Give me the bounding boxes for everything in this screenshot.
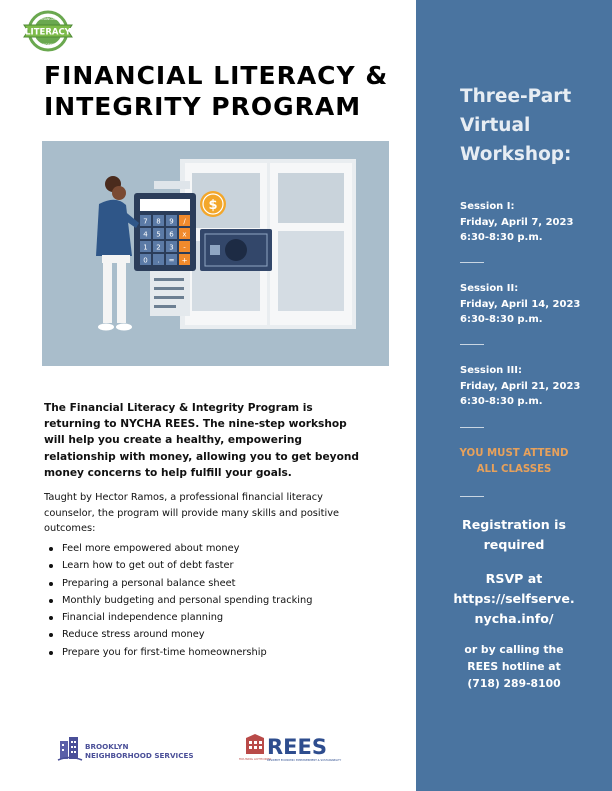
hotline-block xyxy=(420,641,608,692)
logo-bottom-text: WORKS xyxy=(42,43,54,47)
calculator-key-label: 7 xyxy=(143,217,148,226)
list-item xyxy=(44,626,374,643)
list-item xyxy=(44,540,374,557)
calculator-key-label: / xyxy=(183,217,186,226)
attendance-warning xyxy=(420,446,608,478)
bns-line2: NEIGHBORHOOD SERVICES xyxy=(85,751,194,760)
warning-line: YOU MUST ATTEND xyxy=(459,448,569,459)
list-item xyxy=(44,609,374,626)
session-name: Session III: xyxy=(460,365,522,376)
divider xyxy=(460,496,484,497)
calculator-key-label: 2 xyxy=(156,243,161,252)
coin-symbol: $ xyxy=(208,198,218,213)
call-line: or by calling the xyxy=(464,643,564,656)
session-date: Friday, April 21, 2023 xyxy=(460,380,581,392)
rsvp-link[interactable]: https://selfserve. xyxy=(453,591,575,606)
calculator-key-label: = xyxy=(168,256,175,265)
calculator-key-label: 3 xyxy=(169,243,174,252)
calculator-key-label: 5 xyxy=(156,230,161,239)
brooklyn-neighborhood-services-logo xyxy=(58,735,198,763)
call-line: REES hotline at xyxy=(467,660,561,673)
list-item xyxy=(44,592,374,609)
heading-line: Virtual xyxy=(460,115,531,136)
rees-subtext: RESIDENT ECONOMIC EMPOWERMENT & SUSTAINABILITY xyxy=(267,759,342,762)
instructor-description: Taught by Hector Ramos, a professional financial literacy counselor, the program will provide many skills and positive outcomes: xyxy=(44,492,340,534)
calculator-key-label: + xyxy=(181,256,188,265)
bullet-icon xyxy=(49,547,53,551)
bullet-icon xyxy=(49,633,53,637)
workshop-heading xyxy=(460,82,600,169)
outcome-text: Financial independence planning xyxy=(62,612,224,624)
warning-line: ALL CLASSES xyxy=(476,464,552,475)
calculator-key-label: 4 xyxy=(143,230,148,239)
session-date: Friday, April 14, 2023 xyxy=(460,298,581,310)
list-item xyxy=(44,644,374,661)
registration-line: Registration is xyxy=(462,517,566,532)
divider xyxy=(460,344,484,345)
bullet-icon xyxy=(49,651,53,655)
registration-line: required xyxy=(483,537,545,552)
outcome-text: Learn how to get out of debt faster xyxy=(62,560,234,572)
heading-line: Three-Part xyxy=(460,86,572,107)
calculator-key-label: 1 xyxy=(143,243,148,252)
logo-top-text: FINANCIAL xyxy=(39,17,57,21)
session-date: Friday, April 7, 2023 xyxy=(460,216,574,228)
session-name: Session II: xyxy=(460,283,519,294)
logo-banner-text: LITERACY xyxy=(25,27,71,38)
calculator-key-label: - xyxy=(183,243,186,252)
page-title: FINANCIAL LITERACY & INTEGRITY PROGRAM xyxy=(44,61,389,121)
financial-literacy-logo xyxy=(22,10,74,52)
program-intro: The Financial Literacy & Integrity Program is returning to NYCHA REES. The nine-step workshop will help you create a healthy, empowering relationship with money, allowing you to get beyond money concerns to help fulfill your goals. xyxy=(44,402,359,479)
bullet-icon xyxy=(49,582,53,586)
bullet-icon xyxy=(49,564,53,568)
outcome-text: Preparing a personal balance sheet xyxy=(62,577,236,589)
session-name: Session I: xyxy=(460,201,515,212)
divider xyxy=(460,427,484,428)
hotline-number[interactable]: (718) 289-8100 xyxy=(467,677,561,690)
bullet-icon xyxy=(49,616,53,620)
nycha-text: HOUSING AUTHORITY xyxy=(238,757,272,761)
list-item xyxy=(44,557,374,574)
rsvp-link[interactable]: nycha.info/ xyxy=(474,611,554,626)
calculator-key-label: . xyxy=(157,256,160,265)
heading-line: Workshop: xyxy=(460,144,572,165)
calculator-key-label: x xyxy=(182,230,187,239)
outcome-text: Prepare you for first-time homeownership xyxy=(62,646,267,658)
rees-logo xyxy=(238,734,342,764)
outcomes-list xyxy=(44,540,374,661)
rsvp-line: RSVP at xyxy=(485,571,543,586)
session-3 xyxy=(460,363,600,410)
session-time: 6:30-8:30 p.m. xyxy=(460,396,543,407)
calculator-key-label: 0 xyxy=(143,256,148,265)
outcome-text: Monthly budgeting and personal spending tracking xyxy=(62,594,313,606)
bullet-icon xyxy=(49,599,53,603)
calculator-key-label: 8 xyxy=(156,217,161,226)
calculator-key-label: 9 xyxy=(169,217,174,226)
outcome-text: Feel more empowered about money xyxy=(62,543,240,554)
workshop-illustration xyxy=(42,141,389,366)
session-2 xyxy=(460,281,600,328)
session-time: 6:30-8:30 p.m. xyxy=(460,314,543,325)
bns-line1: BROOKLYN xyxy=(85,742,129,751)
session-1 xyxy=(460,199,600,246)
registration-note xyxy=(420,515,608,555)
outcome-text: Reduce stress around money xyxy=(62,629,205,641)
session-time: 6:30-8:30 p.m. xyxy=(460,232,543,243)
list-item xyxy=(44,575,374,592)
calculator-key-label: 6 xyxy=(169,230,174,239)
rees-text: REES xyxy=(267,735,327,759)
rsvp-block xyxy=(420,569,608,629)
divider xyxy=(460,262,484,263)
